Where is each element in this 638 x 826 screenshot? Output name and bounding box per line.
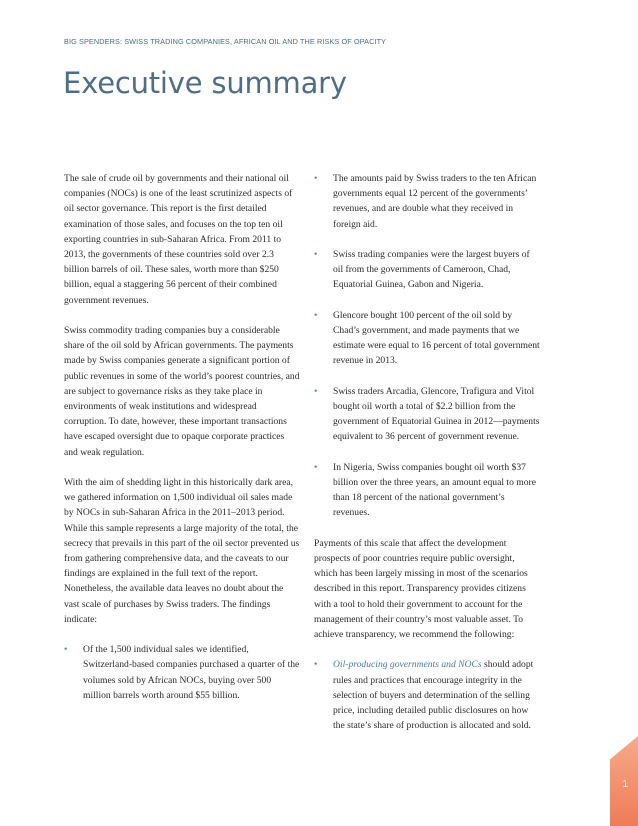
swiss-traders-paragraph: Swiss commodity trading companies buy a considerable share of the oil sold by African governments. The payments made by Swiss companies generate a significant portion of public revenues in some of the world’s poorest countries, and are subject to governance risks as they take place in environments of weak institutions and widespread corruption. To date, however, these important transactions have escaped oversight due to opaque corporate practices and weak regulation. <box>64 325 300 458</box>
recommendation-text: should adopt rules and practices that encourage integrity in the selection of buyers and determination of the selling price, including detailed public disclosures on how the state’s share of production is allocated and sold. <box>333 659 534 732</box>
finding-item: • Of the 1,500 individual sales we identified, Switzerland-based companies purchased a quarter of the volumes sold by African NOCs, buying over 500 million barrels worth around $55 billion. <box>64 642 300 703</box>
recommendation-item <box>314 657 540 733</box>
finding-item: • The amounts paid by Swiss traders to the ten African governments equal 12 percent of the governments’ revenues, and are double what they received in foreign aid. <box>314 171 540 232</box>
page-title: Executive summary <box>63 66 347 100</box>
finding-item: • In Nigeria, Swiss companies bought oil worth $37 billion over the three years, an amount equal to more than 18 percent of the national government’s revenues. <box>314 460 540 521</box>
finding-item: • Glencore bought 100 percent of the oil sold by Chad’s government, and made payments that we estimate were equal to 16 percent of total government revenue in 2013. <box>314 308 540 369</box>
recommendation-intro: Payments of this scale that affect the development prospects of poor countries require public oversight, which has been largely missing in most of the scenarios described in this report. Transparency provides citizens with a tool to hold their government to account for the management of their country’s most valuable asset. To achieve transparency, we recommend the following: <box>314 537 528 641</box>
left-column <box>64 171 300 718</box>
page-number: 1 <box>622 779 628 790</box>
finding-item: • Swiss traders Arcadia, Glencore, Trafigura and Vitol bought oil worth a total of $2.2 billion from the government of Equatorial Guinea in 2012—payments equivalent to 36 percent of government revenue. <box>314 384 540 445</box>
running-head: BIG SPENDERS: SWISS TRADING COMPANIES, AFRICAN OIL AND THE RISKS OF OPACITY <box>64 37 387 46</box>
recommendations-list <box>314 657 540 733</box>
recommendation-subject: Oil-producing governments and NOCs <box>333 659 482 671</box>
finding-item: • Swiss trading companies were the largest buyers of oil from the governments of Cameroon, Chad, Equatorial Guinea, Gabon and Nigeria. <box>314 247 540 293</box>
methodology-paragraph: With the aim of shedding light in this historically dark area, we gathered information on 1,500 individual oil sales made by NOCs in sub-Saharan Africa in the 2011–2013 period. While this sample represents a large majority of the total, the secrecy that prevails in this part of the oil sector prevented us from gathering comprehensive data, and the caveats to our findings are explained in the full text of the report. Nonetheless, the available data leaves no doubt about the vast scale of purchases by Swiss traders. The findings indicate: <box>64 477 300 625</box>
findings-list-left <box>64 642 300 703</box>
intro-paragraph: The sale of crude oil by governments and their national oil companies (NOCs) is one of the least scrutinized aspects of oil sector governance. This report is the first detailed examination of those sales, and focuses on the top ten oil exporting countries in sub-Saharan Africa. From 2011 to 2013, the governments of these countries sold over 2.3 billion barrels of oil. These sales, worth more than $250 billion, equal a staggering 56 percent of their combined government revenues. <box>64 173 293 306</box>
findings-list-right <box>314 171 540 521</box>
right-column <box>314 171 540 749</box>
